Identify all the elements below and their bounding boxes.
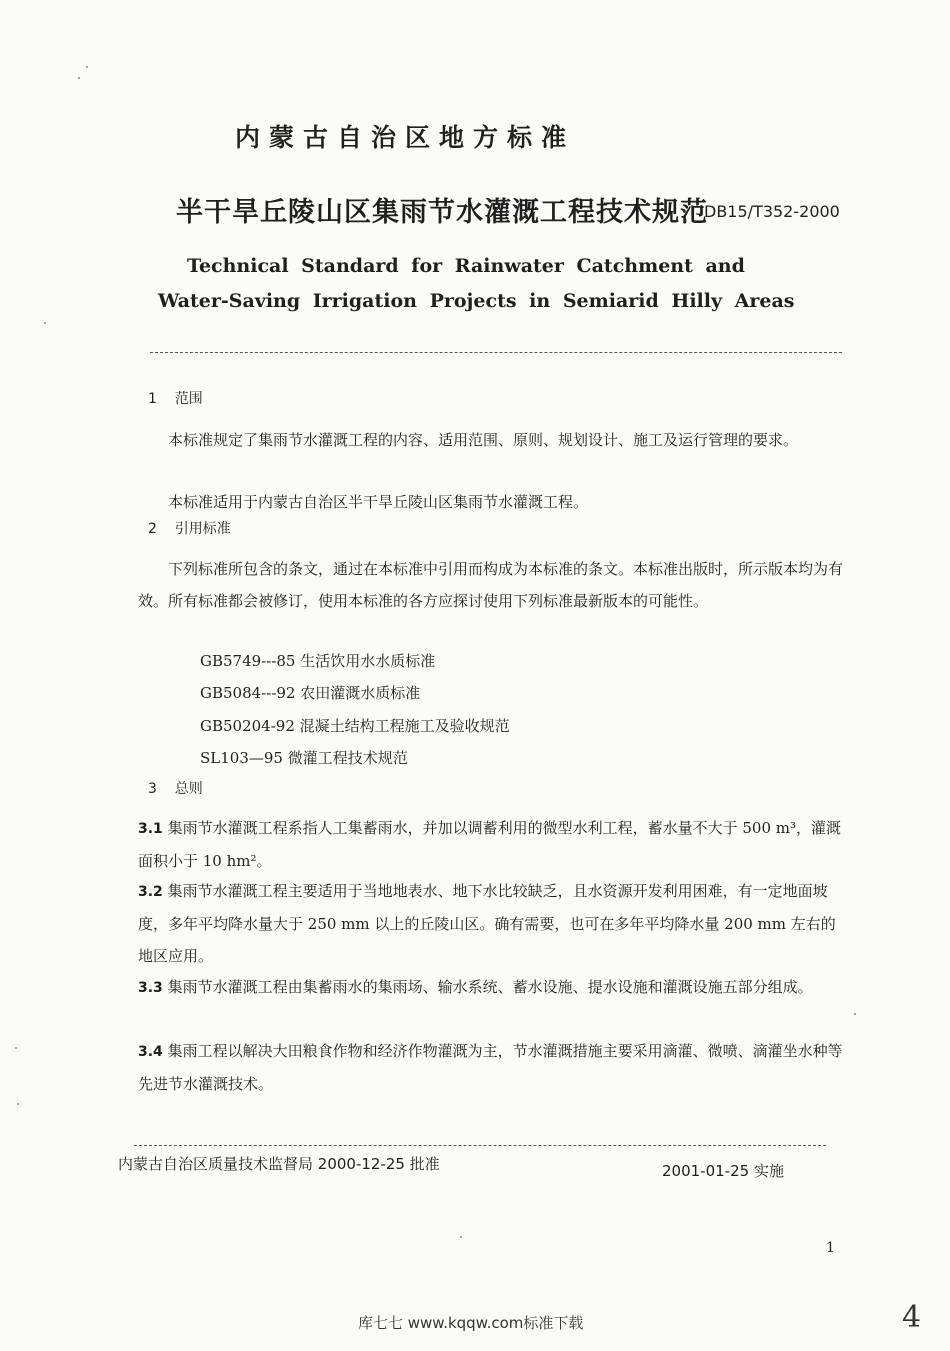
references-paragraph: 下列标准所包含的条文，通过在本标准中引用而构成为本标准的条文。本标准出版时，所示版本均为有效。所有标准都会被修订，使用本标准的各方应探讨使用下列标准最新版本的可能性。	[138, 560, 844, 610]
section-number: 2	[148, 521, 157, 537]
clause-number: 3.4	[138, 1044, 163, 1060]
scan-speck	[44, 322, 46, 324]
reference-item: GB5749---85 生活饮用水水质标准	[200, 652, 436, 670]
clause-number: 3.2	[138, 884, 163, 900]
clause-3-4	[138, 1035, 850, 1100]
standard-title-en-line1: Technical Standard for Rainwater Catchment and	[187, 255, 745, 277]
clause-number: 3.1	[138, 821, 163, 837]
section-title: 范围	[174, 391, 203, 407]
scan-speck	[78, 77, 80, 79]
clause-3-1	[138, 812, 850, 877]
reference-item: SL103—95 微灌工程技术规范	[200, 749, 408, 767]
header-divider	[150, 352, 842, 353]
section-heading-general	[148, 778, 203, 798]
scan-speck	[460, 1236, 462, 1238]
standard-title-cn: 半干旱丘陵山区集雨节水灌溉工程技术规范	[176, 197, 708, 228]
authority-heading: 内蒙古自治区地方标准	[235, 123, 576, 152]
scope-paragraph-1: 本标准规定了集雨节水灌溉工程的内容、适用范围、原则、规划设计、施工及运行管理的要求。	[168, 431, 799, 449]
clause-text: 集雨节水灌溉工程由集蓄雨水的集雨场、输水系统、蓄水设施、提水设施和灌溉设施五部分组成。	[167, 978, 813, 996]
scan-speck	[17, 1103, 19, 1105]
clause-3-2	[138, 875, 850, 972]
scope-paragraph-2: 本标准适用于内蒙古自治区半干旱丘陵山区集雨节水灌溉工程。	[168, 493, 589, 511]
section-number: 3	[148, 781, 157, 797]
download-watermark: 库七七 www.kqqw.com标准下载	[358, 1314, 584, 1332]
clause-3-3	[138, 971, 850, 1004]
section-title: 总则	[174, 781, 203, 797]
clause-text: 集雨工程以解决大田粮食作物和经济作物灌溉为主，节水灌溉措施主要采用滴灌、微喷、滴灌坐水种等先进节水灌溉技术。	[138, 1042, 843, 1093]
reference-item: GB50204-92 混凝土结构工程施工及验收规范	[200, 717, 510, 735]
clause-text: 集雨节水灌溉工程系指人工集蓄雨水，并加以调蓄利用的微型水利工程，蓄水量不大于 500 m³，灌溉面积小于 10 hm²。	[138, 819, 842, 870]
section-number: 1	[148, 391, 157, 407]
scan-speck	[86, 66, 88, 68]
footer-divider	[134, 1145, 826, 1146]
scan-speck	[854, 1013, 856, 1015]
approval-note: 内蒙古自治区质量技术监督局 2000-12-25 批准	[118, 1155, 440, 1173]
reference-item: GB5084---92 农田灌溉水质标准	[200, 684, 421, 702]
section-heading-references	[148, 518, 231, 538]
standard-code: DB15/T352-2000	[704, 202, 840, 221]
section-title: 引用标准	[174, 521, 231, 537]
page-number: 1	[826, 1240, 835, 1256]
effective-date: 2001-01-25 实施	[662, 1162, 784, 1180]
handwritten-corner-mark: 4	[902, 1300, 922, 1335]
standard-title-en-line2: Water-Saving Irrigation Projects in Semiarid Hilly Areas	[158, 290, 795, 312]
clause-text: 集雨节水灌溉工程主要适用于当地地表水、地下水比较缺乏，且水资源开发利用困难，有一定地面坡度，多年平均降水量大于 250 mm 以上的丘陵山区。确有需要，也可在多年平均降水量 200 mm 左右的地区应用。	[138, 882, 836, 965]
section-heading-scope	[148, 388, 203, 408]
clause-number: 3.3	[138, 980, 163, 996]
scan-speck	[15, 1047, 17, 1049]
